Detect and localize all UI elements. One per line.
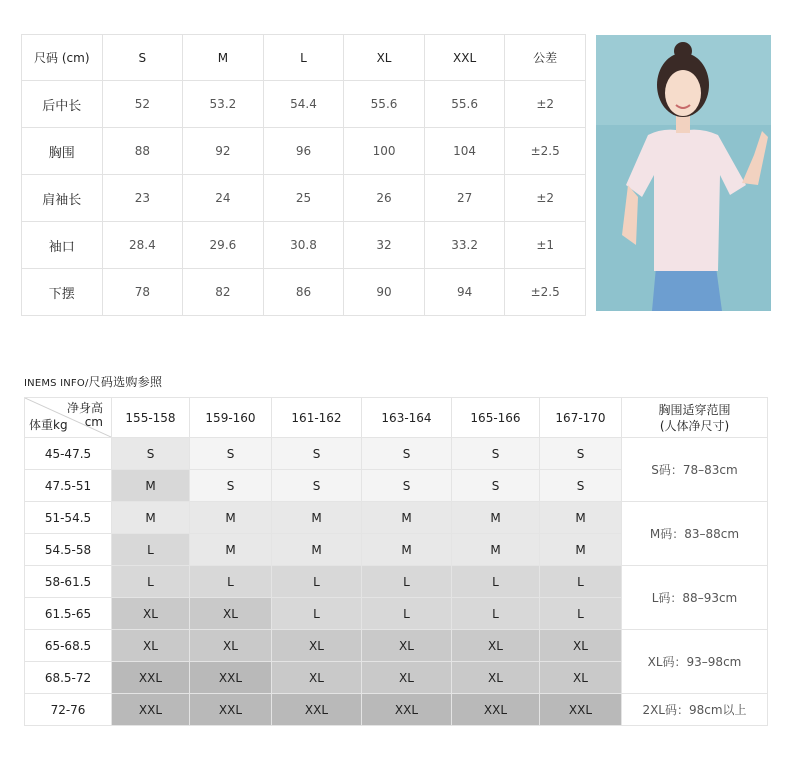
section-title-cn: 尺码选购参照 <box>88 375 163 389</box>
weight-range-label: 45-47.5 <box>25 438 112 470</box>
weight-range-label: 54.5-58 <box>25 534 112 566</box>
recommended-size-cell: M <box>362 502 452 534</box>
recommended-size-cell: XL <box>452 662 540 694</box>
measure-value: 32 <box>344 222 425 269</box>
rec-corner <box>25 398 112 438</box>
measure-value: 54.4 <box>263 81 344 128</box>
height-header: 155-158 <box>112 398 190 438</box>
measure-value: 53.2 <box>183 81 264 128</box>
measure-value: 30.8 <box>263 222 344 269</box>
recommended-size-cell: S <box>540 438 622 470</box>
recommended-size-cell: L <box>112 566 190 598</box>
recommended-size-cell: XXL <box>112 662 190 694</box>
rec-body <box>25 438 768 726</box>
measure-value: 92 <box>183 128 264 175</box>
measure-value: 28.4 <box>102 222 183 269</box>
weight-range-label: 68.5-72 <box>25 662 112 694</box>
rec-row <box>25 694 768 726</box>
recommended-size-cell: XL <box>190 598 272 630</box>
recommended-size-cell: XL <box>452 630 540 662</box>
recommended-size-cell: M <box>112 502 190 534</box>
weight-range-label: 47.5-51 <box>25 470 112 502</box>
recommended-size-cell: L <box>112 534 190 566</box>
rec-row <box>25 502 768 534</box>
recommended-size-cell: M <box>190 534 272 566</box>
size-chart-row <box>22 81 586 128</box>
recommended-size-cell: XL <box>190 630 272 662</box>
chest-range-value: L码：88–93cm <box>622 566 768 630</box>
chest-range-value: 2XL码：98cm以上 <box>622 694 768 726</box>
measure-value: 96 <box>263 128 344 175</box>
section-title-en: INEMS INFO/ <box>24 378 89 389</box>
recommended-size-cell: XXL <box>362 694 452 726</box>
measure-value: 100 <box>344 128 425 175</box>
weight-range-label: 65-68.5 <box>25 630 112 662</box>
recommended-size-cell: S <box>452 438 540 470</box>
chest-range-header-note: (人体净尺寸) <box>659 418 730 433</box>
measure-label: 胸围 <box>22 128 103 175</box>
chest-range-value: M码：83–88cm <box>622 502 768 566</box>
size-header: XL <box>344 35 425 81</box>
size-chart-row <box>22 269 586 316</box>
recommended-size-cell: XXL <box>452 694 540 726</box>
recommended-size-cell: M <box>272 534 362 566</box>
measure-value: 25 <box>263 175 344 222</box>
recommended-size-cell: L <box>272 566 362 598</box>
chest-range-value: S码：78–83cm <box>622 438 768 502</box>
recommended-size-cell: S <box>362 438 452 470</box>
measure-value: 52 <box>102 81 183 128</box>
size-chart-corner: 尺码 (cm) <box>22 35 103 81</box>
recommended-size-cell: M <box>272 502 362 534</box>
tolerance-value: ±1 <box>505 222 586 269</box>
measure-value: 55.6 <box>344 81 425 128</box>
section-title <box>24 373 162 390</box>
height-header: 167-170 <box>540 398 622 438</box>
chest-range-header-title: 胸围适穿范围 <box>658 402 731 417</box>
rec-row <box>25 566 768 598</box>
recommended-size-cell: XXL <box>272 694 362 726</box>
rec-row <box>25 630 768 662</box>
measure-value: 82 <box>183 269 264 316</box>
recommended-size-cell: M <box>540 502 622 534</box>
measure-value: 55.6 <box>424 81 505 128</box>
measure-value: 26 <box>344 175 425 222</box>
recommended-size-cell: M <box>190 502 272 534</box>
recommended-size-cell: L <box>362 598 452 630</box>
recommended-size-cell: S <box>272 438 362 470</box>
size-chart-table <box>21 34 586 316</box>
measure-value: 94 <box>424 269 505 316</box>
tolerance-value: ±2 <box>505 175 586 222</box>
recommended-size-cell: L <box>540 566 622 598</box>
measure-value: 104 <box>424 128 505 175</box>
measure-value: 86 <box>263 269 344 316</box>
recommended-size-cell: S <box>272 470 362 502</box>
recommended-size-cell: XL <box>362 630 452 662</box>
weight-range-label: 61.5-65 <box>25 598 112 630</box>
tolerance-header: 公差 <box>505 35 586 81</box>
rec-header-row <box>25 398 768 438</box>
size-header: S <box>102 35 183 81</box>
weight-range-label: 58-61.5 <box>25 566 112 598</box>
height-header: 163-164 <box>362 398 452 438</box>
recommended-size-cell: M <box>362 534 452 566</box>
recommended-size-cell: XL <box>272 662 362 694</box>
tolerance-value: ±2.5 <box>505 269 586 316</box>
recommended-size-cell: XL <box>272 630 362 662</box>
chest-range-header <box>622 398 768 438</box>
weight-axis-label: 体重kg <box>29 418 68 432</box>
recommended-size-cell: L <box>540 598 622 630</box>
recommended-size-cell: XL <box>112 598 190 630</box>
height-axis-label: 净身高 cm <box>66 401 103 429</box>
recommended-size-cell: S <box>190 470 272 502</box>
tolerance-value: ±2.5 <box>505 128 586 175</box>
recommended-size-cell: L <box>272 598 362 630</box>
recommended-size-cell: S <box>362 470 452 502</box>
recommended-size-cell: L <box>190 566 272 598</box>
weight-range-label: 51-54.5 <box>25 502 112 534</box>
size-chart-row <box>22 128 586 175</box>
model-photo <box>596 35 771 311</box>
measure-label: 下摆 <box>22 269 103 316</box>
height-header: 159-160 <box>190 398 272 438</box>
measure-label: 后中长 <box>22 81 103 128</box>
recommended-size-cell: XXL <box>190 662 272 694</box>
recommended-size-cell: M <box>112 470 190 502</box>
size-chart-row <box>22 222 586 269</box>
size-header: XXL <box>424 35 505 81</box>
recommended-size-cell: M <box>452 502 540 534</box>
recommended-size-cell: S <box>452 470 540 502</box>
recommended-size-cell: S <box>540 470 622 502</box>
measure-value: 88 <box>102 128 183 175</box>
size-chart-row <box>22 175 586 222</box>
recommended-size-cell: XL <box>362 662 452 694</box>
weight-range-label: 72-76 <box>25 694 112 726</box>
size-recommendation-table <box>24 397 768 726</box>
size-header: M <box>183 35 264 81</box>
measure-label: 肩袖长 <box>22 175 103 222</box>
recommended-size-cell: L <box>452 566 540 598</box>
recommended-size-cell: XXL <box>540 694 622 726</box>
recommended-size-cell: XXL <box>112 694 190 726</box>
measure-value: 24 <box>183 175 264 222</box>
measure-value: 23 <box>102 175 183 222</box>
recommended-size-cell: S <box>190 438 272 470</box>
measure-value: 90 <box>344 269 425 316</box>
size-chart-header-row <box>22 35 586 81</box>
recommended-size-cell: XL <box>540 662 622 694</box>
measure-value: 27 <box>424 175 505 222</box>
height-header: 161-162 <box>272 398 362 438</box>
recommended-size-cell: XL <box>540 630 622 662</box>
measure-value: 29.6 <box>183 222 264 269</box>
tolerance-value: ±2 <box>505 81 586 128</box>
measure-value: 78 <box>102 269 183 316</box>
recommended-size-cell: L <box>452 598 540 630</box>
rec-row <box>25 438 768 470</box>
chest-range-value: XL码：93–98cm <box>622 630 768 694</box>
size-header: L <box>263 35 344 81</box>
recommended-size-cell: M <box>452 534 540 566</box>
recommended-size-cell: M <box>540 534 622 566</box>
measure-value: 33.2 <box>424 222 505 269</box>
recommended-size-cell: S <box>112 438 190 470</box>
recommended-size-cell: XXL <box>190 694 272 726</box>
recommended-size-cell: XL <box>112 630 190 662</box>
recommended-size-cell: L <box>362 566 452 598</box>
measure-label: 袖口 <box>22 222 103 269</box>
height-header: 165-166 <box>452 398 540 438</box>
